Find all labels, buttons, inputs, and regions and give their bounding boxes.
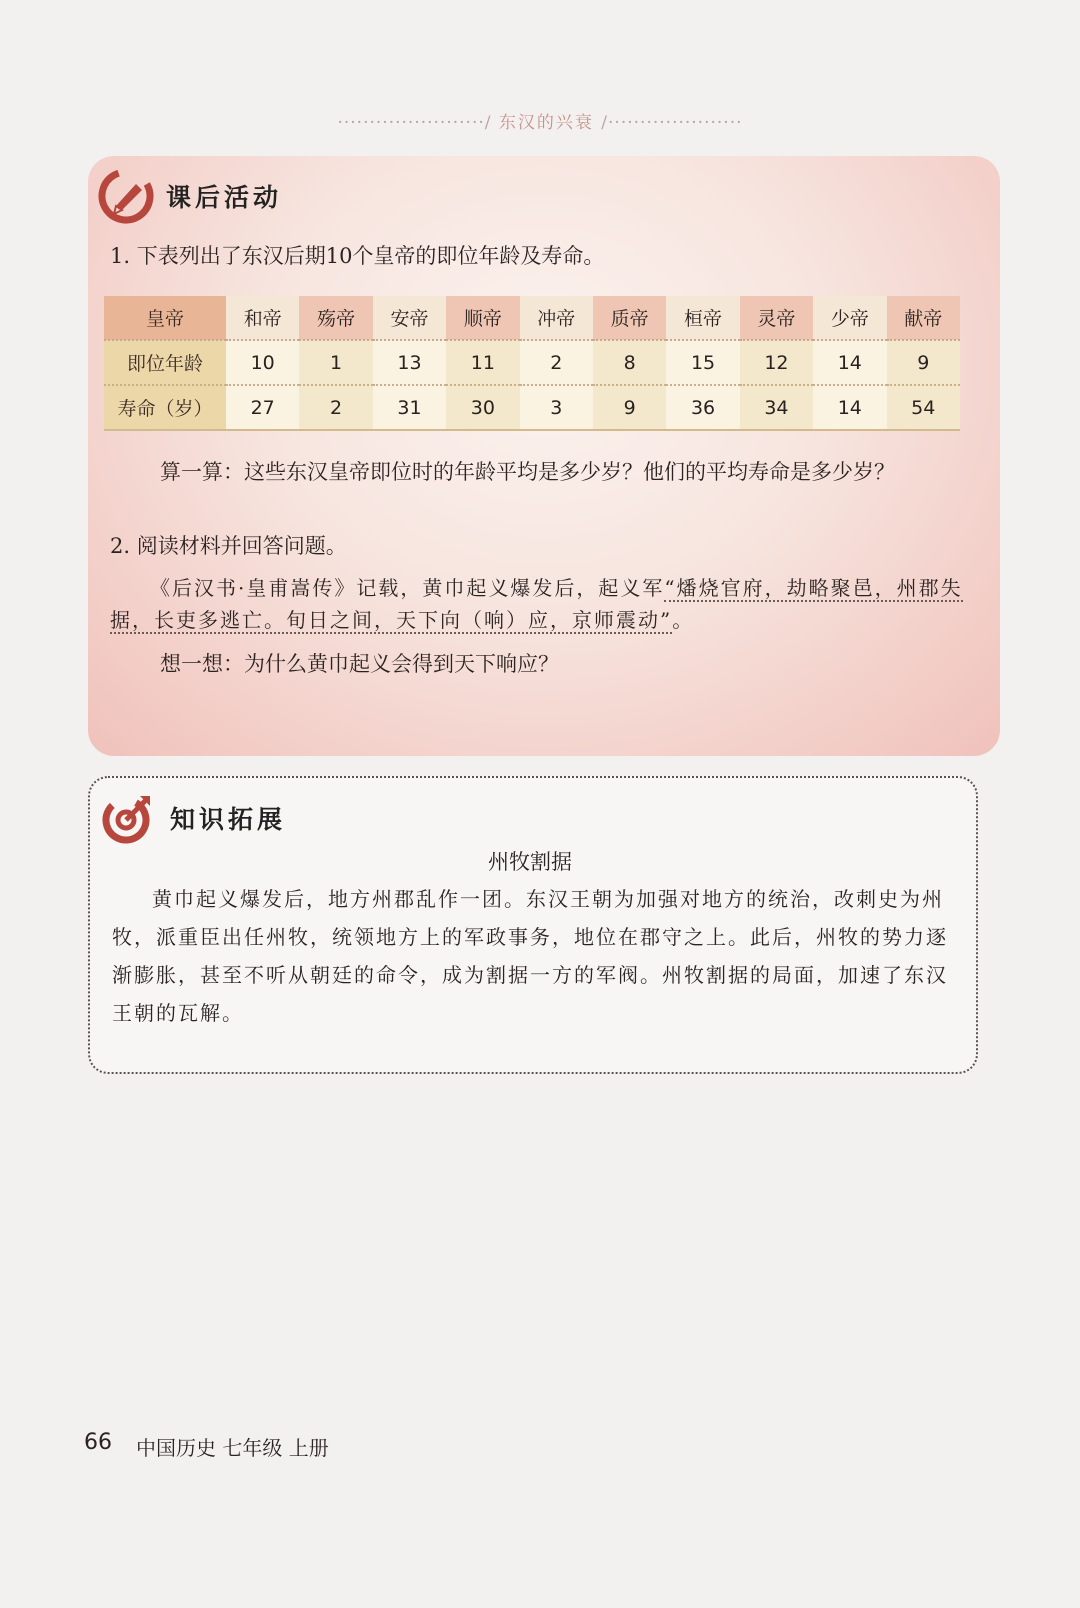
emperor-name: 冲帝 xyxy=(520,296,593,340)
table-cell: 36 xyxy=(666,385,739,430)
table-cell: 34 xyxy=(740,385,813,430)
emperor-name: 灵帝 xyxy=(740,296,813,340)
emperor-table xyxy=(104,296,960,431)
question-2-think: 想一想：为什么黄巾起义会得到天下响应？ xyxy=(160,652,559,676)
pencil-circle-icon xyxy=(98,168,154,224)
table-cell: 10 xyxy=(226,340,299,385)
page-number: 66 xyxy=(84,1430,112,1455)
table-cell: 14 xyxy=(813,385,886,430)
table-header-label: 皇帝 xyxy=(104,296,226,340)
emperor-name: 献帝 xyxy=(887,296,960,340)
material-intro: 《后汉书·皇甫嵩传》记载，黄巾起义爆发后，起义军 xyxy=(150,576,665,600)
table-cell: 14 xyxy=(813,340,886,385)
chapter-title: 东汉的兴衰 xyxy=(498,113,594,133)
table-cell: 13 xyxy=(373,340,446,385)
chapter-header: ·······················/ 东汉的兴衰 /····················· xyxy=(337,113,743,133)
row-label: 即位年龄 xyxy=(104,340,226,385)
emperor-header-row xyxy=(104,296,960,340)
question-2-material xyxy=(110,572,970,636)
question-1-task: 算一算：这些东汉皇帝即位时的年龄平均是多少岁？他们的平均寿命是多少岁？ xyxy=(160,460,895,484)
table-cell: 27 xyxy=(226,385,299,430)
knowledge-subtitle: 州牧割据 xyxy=(488,850,572,874)
row-label: 寿命（岁） xyxy=(104,385,226,430)
table-cell: 15 xyxy=(666,340,739,385)
book-title: 中国历史 七年级 上册 xyxy=(136,1436,329,1460)
emperor-name: 顺帝 xyxy=(446,296,519,340)
emperor-name: 桓帝 xyxy=(666,296,739,340)
accession-age-row xyxy=(104,340,960,385)
table-cell: 9 xyxy=(887,340,960,385)
lifespan-row xyxy=(104,385,960,430)
emperor-name: 和帝 xyxy=(226,296,299,340)
arrow-circle-icon xyxy=(100,790,156,846)
knowledge-title: 知识拓展 xyxy=(170,805,287,834)
emperor-name: 殇帝 xyxy=(299,296,372,340)
table-cell: 8 xyxy=(593,340,666,385)
emperor-name: 安帝 xyxy=(373,296,446,340)
table-cell: 9 xyxy=(593,385,666,430)
emperor-name: 少帝 xyxy=(813,296,886,340)
table-cell: 54 xyxy=(887,385,960,430)
table-cell: 3 xyxy=(520,385,593,430)
question-2: 2. 阅读材料并回答问题。 xyxy=(110,534,347,558)
material-quote: “燔烧官府，劫略聚邑，州郡失据，长吏多逃亡。旬日之间，天下向（响）应，京师震动” xyxy=(110,576,963,632)
table-cell: 11 xyxy=(446,340,519,385)
table-cell: 12 xyxy=(740,340,813,385)
material-end: 。 xyxy=(672,608,695,632)
table-cell: 1 xyxy=(299,340,372,385)
table-cell: 30 xyxy=(446,385,519,430)
table-cell: 2 xyxy=(520,340,593,385)
knowledge-body: 黄巾起义爆发后，地方州郡乱作一团。东汉王朝为加强对地方的统治，改刺史为州牧，派重臣出任州牧，统领地方上的军政事务，地位在郡守之上。此后，州牧的势力逐渐膨胀，甚至不听从朝廷的命令，成为割据一方的军阀。州牧割据的局面，加速了东汉王朝的瓦解。 xyxy=(112,887,948,1025)
table-cell: 31 xyxy=(373,385,446,430)
question-1: 1. 下表列出了东汉后期10个皇帝的即位年龄及寿命。 xyxy=(110,244,605,268)
table-cell: 2 xyxy=(299,385,372,430)
emperor-name: 质帝 xyxy=(593,296,666,340)
activity-title: 课后活动 xyxy=(166,183,283,212)
